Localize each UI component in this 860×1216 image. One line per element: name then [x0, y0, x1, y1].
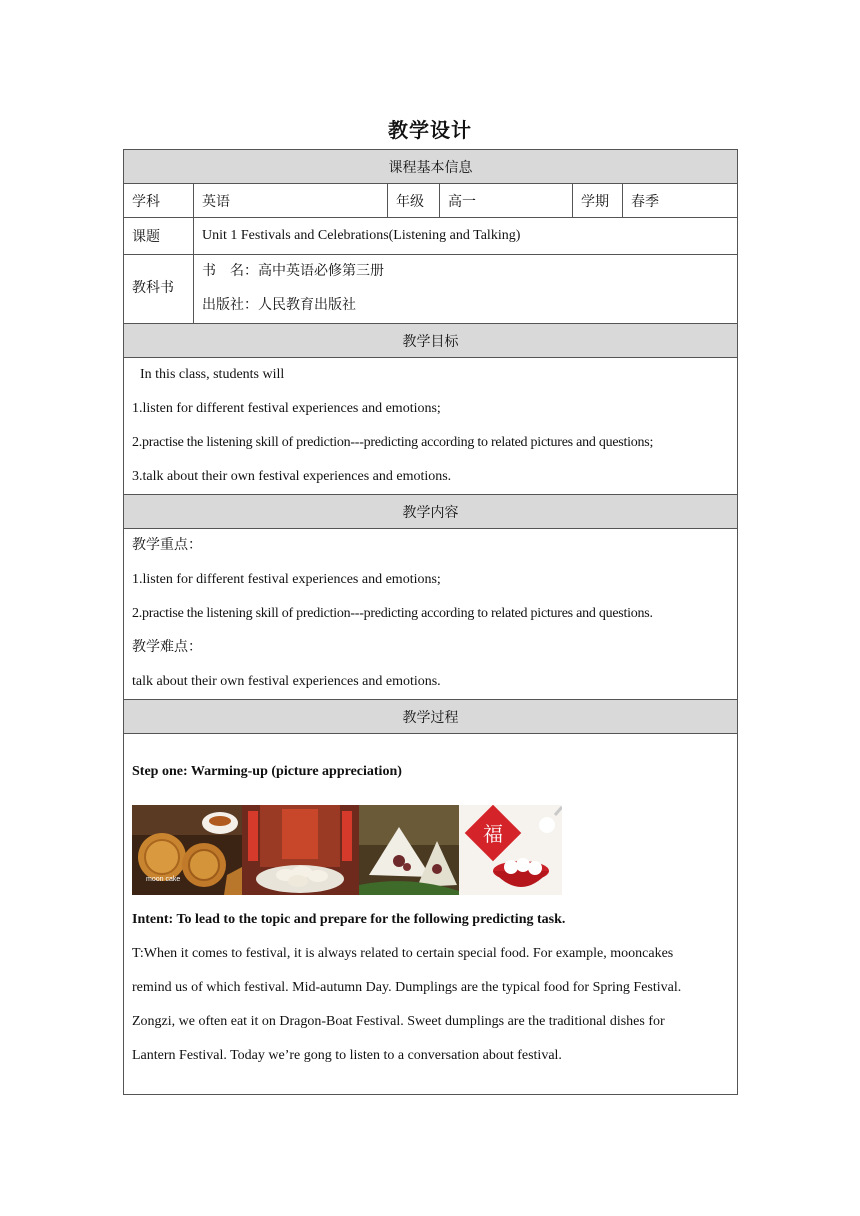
lesson-plan-table: [123, 149, 738, 1095]
dumplings-image: [242, 805, 359, 895]
content-cell: [124, 529, 738, 700]
publisher: 出版社：人民教育出版社: [202, 298, 356, 313]
section-title: 教学过程: [124, 700, 738, 734]
goals-cell: [124, 358, 738, 495]
topic-row: [124, 218, 738, 255]
section-header-basic-info: [124, 150, 738, 184]
content-row: [124, 529, 738, 700]
goal-item: 3.talk about their own festival experiences and emotions.: [132, 469, 452, 484]
section-header-content: [124, 495, 738, 529]
mooncake-caption: moon cake: [146, 876, 181, 883]
grade-value: 高一: [440, 184, 573, 218]
section-header-process: [124, 700, 738, 734]
textbook-label-cell: [124, 255, 194, 324]
subject-label: 学科: [124, 184, 194, 218]
fu-glyph: 福: [483, 822, 503, 846]
teacher-line: T:When it comes to festival, it is always related to certain special food. For example, mooncakes: [132, 946, 674, 961]
textbook-label: 教科书: [132, 281, 174, 296]
process-row: [124, 734, 738, 1095]
section-header-goals: [124, 324, 738, 358]
teacher-line: Lantern Festival. Today we’re gong to listen to a conversation about festival.: [132, 1048, 562, 1063]
topic-label: 课题: [124, 218, 194, 255]
textbook-row: [124, 255, 738, 324]
subject-row: [124, 184, 738, 218]
difficult-points-label: 教学难点：: [132, 640, 202, 655]
zongzi-image: [359, 805, 459, 895]
key-point-item: 2.practise the listening skill of prediction---predicting according to related pictures and questions.: [132, 606, 653, 621]
sweet-dumplings-image: [459, 805, 562, 895]
key-points-label: 教学重点：: [132, 538, 202, 553]
goal-item: 2.practise the listening skill of prediction---predicting according to related pictures and questions;: [132, 435, 654, 450]
process-cell: [124, 734, 738, 1095]
goals-row: [124, 358, 738, 495]
step-one-heading: Step one: Warming-up (picture appreciation): [132, 764, 402, 779]
festival-food-pictures: [132, 805, 729, 895]
book-name: 书 名：高中英语必修第三册: [202, 264, 384, 279]
topic-value: Unit 1 Festivals and Celebrations(Listening and Talking): [194, 218, 738, 255]
goal-item: 1.listen for different festival experiences and emotions;: [132, 401, 441, 416]
mooncake-image: [132, 805, 242, 895]
term-label: 学期: [573, 184, 623, 218]
section-title: 课程基本信息: [124, 150, 738, 184]
intent-text: Intent: To lead to the topic and prepare for the following predicting task.: [132, 912, 566, 927]
goals-intro: In this class, students will: [140, 367, 285, 382]
difficult-point-item: talk about their own festival experiences and emotions.: [132, 674, 441, 689]
teacher-line: remind us of which festival. Mid-autumn Day. Dumplings are the typical food for Spring Festival.: [132, 980, 682, 995]
document-title: 教学设计: [388, 120, 472, 142]
textbook-info: [194, 255, 738, 324]
teacher-line: Zongzi, we often eat it on Dragon-Boat Festival. Sweet dumplings are the traditional dishes for: [132, 1014, 665, 1029]
section-title: 教学内容: [124, 495, 738, 529]
key-point-item: 1.listen for different festival experiences and emotions;: [132, 572, 441, 587]
subject-value: 英语: [194, 184, 388, 218]
section-title: 教学目标: [124, 324, 738, 358]
grade-label: 年级: [388, 184, 440, 218]
term-value: 春季: [623, 184, 738, 218]
